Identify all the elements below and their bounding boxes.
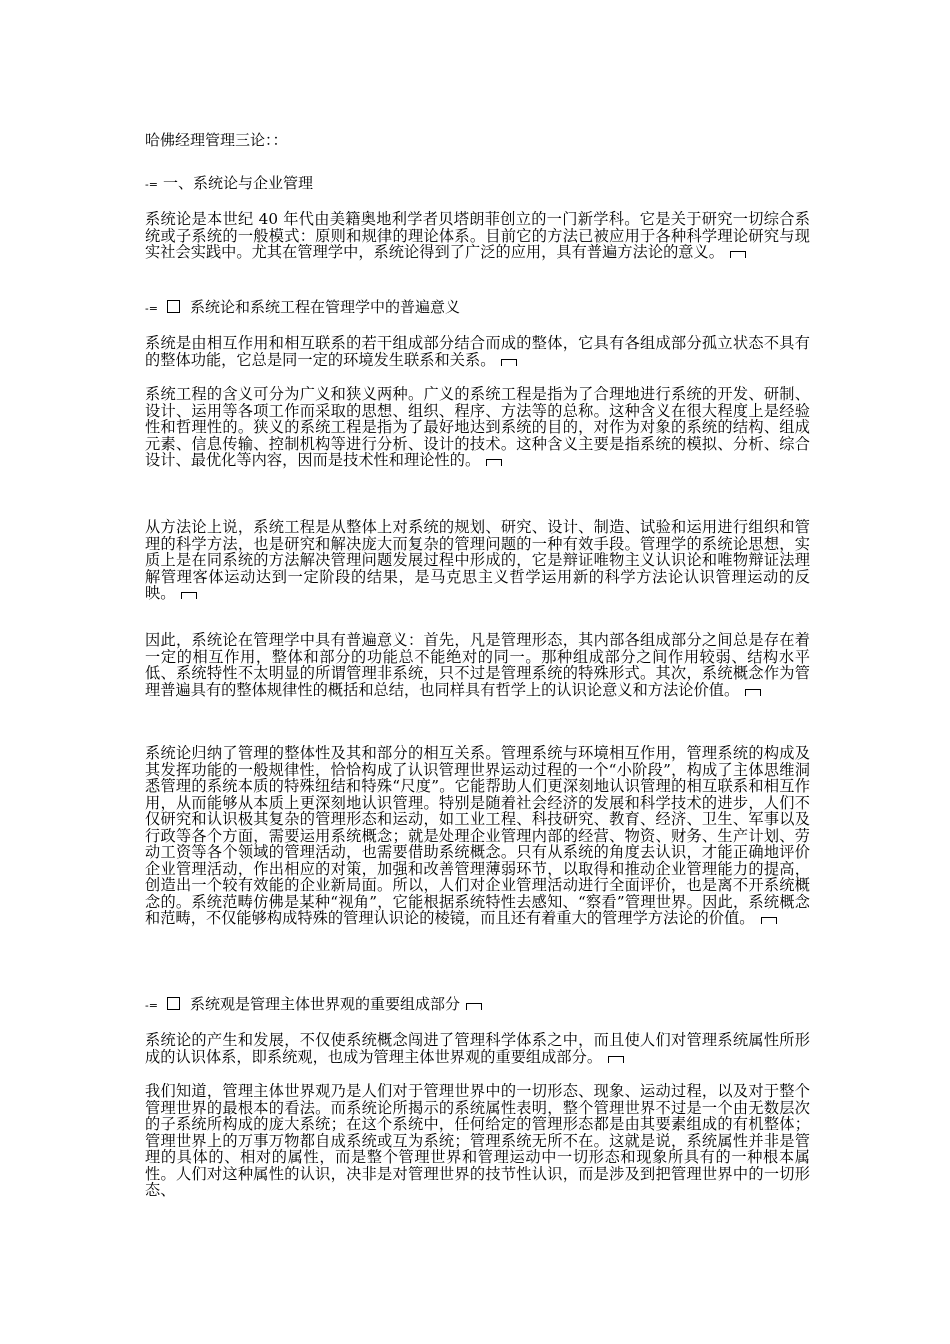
section-heading-2 [145,297,460,319]
paragraph-4 [145,519,810,602]
paragraph-end-mark [181,592,197,599]
paragraph-5 [145,632,810,698]
paragraph-end-mark [761,917,777,924]
heading-text: 一、系统论与企业管理 [163,174,314,192]
paragraph-1 [145,211,810,261]
paragraph-text: 系统是由相互作用和相互联系的若干组成部分结合而成的整体，它具有各组成部分孤立状态不具有的整体功能，它总是同一定的环境发生联系和关系。 [145,334,810,369]
checkbox-glyph-icon [167,997,180,1010]
paragraph-text: 系统工程的含义可分为广义和狭义两种。广义的系统工程是指为了合理地进行系统的开发、研制、设计、运用等各项工作而采取的思想、组织、程序、方法等的总称。这种含义在很大程度上是经验性和哲理性的。狭义的系统工程是指为了最好地达到系统的目的，对作为对象的系统的结构、组成元素、信息传输、控制机构等进行分析、设计的技术。这种含义主要是指系统的模拟、分析、综合设计、最优化等内容，因而是技术性和理论性的。 [145,385,810,469]
paragraph-2 [145,335,810,368]
heading-text: 系统论和系统工程在管理学中的普遍意义 [190,298,461,316]
paragraph-text: 因此，系统论在管理学中具有普遍意义：首先，凡是管理形态，其内部各组成部分之间总是存在着一定的相互作用，整体和部分的功能总不能绝对的同一。那种组成部分之间作用较弱、结构水平低、系统特性不太明显的所谓管理非系统，只不过是管理系统的特殊形式。其次，系统概念作为管理普遍具有的整体规律性的概括和总结，也同样具有哲学上的认识论意义和方法论价值。 [145,631,810,699]
checkbox-glyph-icon [167,300,180,313]
paragraph-end-mark [501,359,517,366]
paragraph-6 [145,745,810,927]
document-title: 哈佛经理管理三论：： [145,131,288,149]
paragraph-text: 系统论是本世纪 40 年代由美籍奥地利学者贝塔朗菲创立的一门新学科。它是关于研究一切综合系统或子系统的一般模式：原则和规律的理论体系。目前它的方法已被应用于各种科学理论研究与现实社会实践中。尤其在管理学中，系统论得到了广泛的应用，具有普遍方法论的意义。 [145,210,810,261]
paragraph-end-mark [730,251,746,258]
paragraph-end-mark [486,459,502,466]
paragraph-text: 系统论的产生和发展，不仅使系统概念闯进了管理科学体系之中，而且使人们对管理系统属性所形成的认识体系，即系统观，也成为管理主体世界观的重要组成部分。 [145,1031,810,1066]
paragraph-text: 系统论归纳了管理的整体性及其和部分的相互关系。管理系统与环境相互作用，管理系统的构成及其发挥功能的一般规律性，恰恰构成了认识管理世界运动过程的一个“小阶段”，构成了主体思维洞悉管理的系统本质的特殊纽结和特殊“尺度”。它能帮助人们更深刻地认识管理的相互联系和相互作用，从而能够从本质上更深刻地认识管理。特别是随着社会经济的发展和科学技术的进步，人们不仅研究和认识极其复杂的管理形态和运动，如工业工程、科技研究、教育、经济、卫生、军事以及行政等各个方面，需要运用系统概念；就是处理企业管理内部的经营、物资、财务、生产计划、劳动工资等各个领域的管理活动，也需要借助系统概念。只有从系统的角度去认识，才能正确地评价企业管理活动，作出相应的对策，加强和改善管理薄弱环节，以取得和推动企业管理能力的提高，创造出一个较有效能的企业新局面。所以，人们对企业管理活动进行全面评价，也是离不开系统概念的。系统范畴仿佛是某种“视角”，它能根据系统特性去感知、“察看”管理世界。因此，系统概念和范畴，不仅能够构成特殊的管理认识论的棱镜，而且还有着重大的管理学方法论的价值。 [145,744,810,927]
paragraph-text: 我们知道，管理主体世界观乃是人们对于管理世界中的一切形态、现象、运动过程，以及对于整个管理世界的最根本的看法。而系统论所揭示的系统属性表明，整个管理世界不过是一个由无数层次的子系统所构成的庞大系统；在这个系统中，任何给定的管理形态都是由其要素组成的有机整体；管理世界上的万事万物都自成系统或互为系统；管理系统无所不在。这就是说，系统属性并非是管理的具体的、相对的属性，而是整个管理世界和管理运动中一切形态和现象所具有的一种根本属性。人们对这种属性的认识，决非是对管理世界的技节性认识，而是涉及到把管理世界中的一切形态、 [145,1082,810,1199]
paragraph-3 [145,386,810,469]
paragraph-8 [145,1083,810,1199]
paragraph-text: 从方法论上说，系统工程是从整体上对系统的规划、研究、设计、制造、试验和运用进行组织和管理的科学方法，也是研究和解决庞大而复杂的管理问题的一种有效手段。管理学的系统论思想，实质上是在同系统的方法解决管理问题发展过程中形成的，它是辩证唯物主义认识论和唯物辩证法理解管理客体运动达到一定阶段的结果，是马克思主义哲学运用新的科学方法论认识管理运动的反映。 [145,518,810,602]
heading-marker: -= [145,302,158,315]
section-heading-3 [145,994,482,1016]
heading-text: 系统观是管理主体世界观的重要组成部分 [190,995,461,1013]
paragraph-end-mark [745,689,761,696]
paragraph-end-mark [608,1056,624,1063]
paragraph-end-mark [466,1003,482,1010]
heading-marker: -= [145,178,158,191]
heading-marker: -= [145,999,158,1012]
paragraph-7 [145,1032,810,1065]
section-heading-1 [145,173,313,195]
